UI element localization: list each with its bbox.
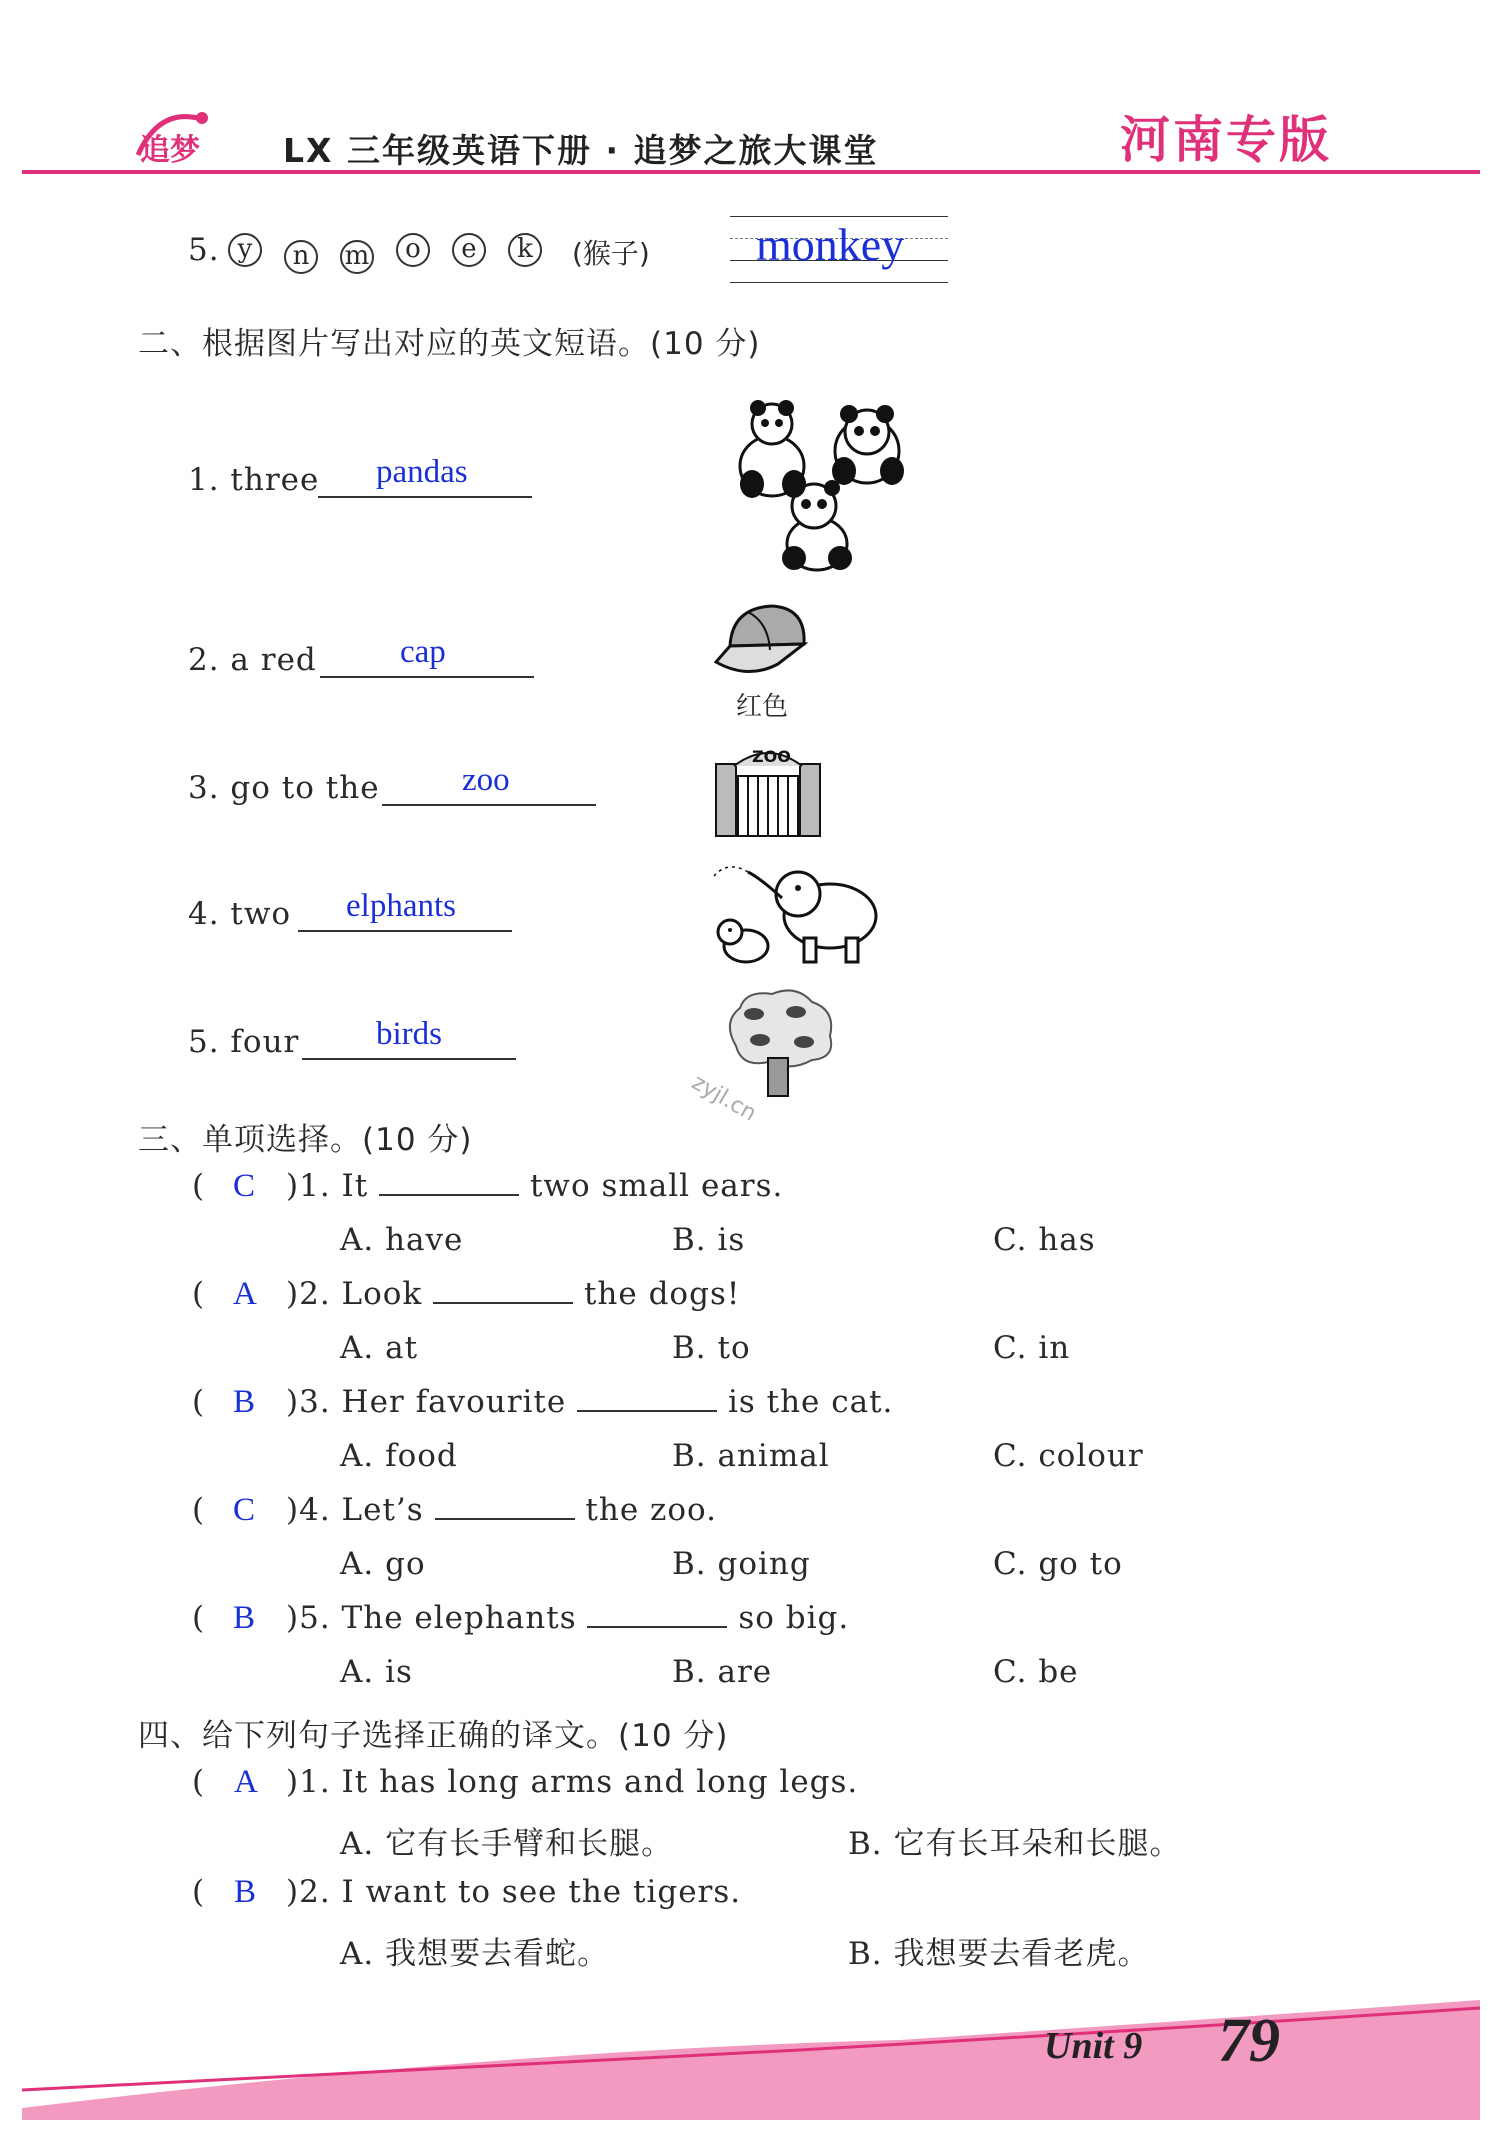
option-c: C. colour bbox=[993, 1438, 1144, 1474]
question-stem: )5. The elephants so big. bbox=[286, 1600, 850, 1636]
answer-monkey: monkey bbox=[756, 219, 905, 270]
question-stem: )2. Look the dogs! bbox=[286, 1276, 741, 1312]
phrase-prefix: 3. go to the bbox=[188, 770, 380, 806]
watermark: zyjl.cn bbox=[687, 1070, 761, 1127]
option-b: B. going bbox=[672, 1546, 811, 1582]
elephants-picture bbox=[708, 858, 884, 970]
hint-text: (猴子) bbox=[572, 237, 650, 270]
phrase-prefix: 4. two bbox=[188, 896, 292, 932]
option-b: B. animal bbox=[672, 1438, 830, 1474]
answer-text: elphants bbox=[346, 888, 456, 924]
page-number: 79 bbox=[1218, 2007, 1280, 2075]
stem-before: Look bbox=[341, 1276, 423, 1312]
option-a: A. 我想要去看蛇。 bbox=[340, 1936, 610, 1972]
choice-answer: C bbox=[233, 1168, 256, 1204]
stem-after: so big. bbox=[738, 1600, 850, 1636]
choice-answer: B bbox=[233, 1600, 256, 1636]
answer-bracket-left: ( bbox=[192, 1600, 205, 1636]
answer-bracket-left: ( bbox=[192, 1874, 205, 1910]
header-title: LX 三年级英语下册 · 追梦之旅大课堂 bbox=[283, 131, 879, 170]
pandas-picture bbox=[722, 396, 922, 578]
question-num: 2. bbox=[299, 1874, 331, 1910]
answer-text: birds bbox=[376, 1016, 442, 1052]
english-sentence: It has long arms and long legs. bbox=[341, 1764, 859, 1800]
option-a: A. food bbox=[340, 1438, 458, 1474]
question-num: 5. bbox=[299, 1600, 331, 1636]
svg-text:ZOO: ZOO bbox=[752, 747, 791, 766]
stem-before: It bbox=[341, 1168, 369, 1204]
choice-answer: B bbox=[234, 1874, 257, 1910]
letter-circle: e bbox=[452, 233, 486, 267]
answer-bracket-left: ( bbox=[192, 1168, 205, 1204]
option-b: B. 我想要去看老虎。 bbox=[848, 1936, 1150, 1972]
question-stem: )2. I want to see the tigers. bbox=[286, 1874, 742, 1910]
header bbox=[0, 90, 1500, 180]
phrase-prefix: 5. four bbox=[188, 1024, 300, 1060]
question-stem: )4. Let’s the zoo. bbox=[286, 1492, 718, 1528]
answer-text: cap bbox=[400, 634, 446, 670]
option-b: B. 它有长耳朵和长腿。 bbox=[848, 1826, 1182, 1862]
section3-title: 三、单项选择。(10 分) bbox=[138, 1122, 473, 1158]
fill-blank bbox=[577, 1384, 717, 1412]
fill-blank bbox=[587, 1600, 727, 1628]
header-rule bbox=[22, 170, 1480, 174]
section2-title: 二、根据图片写出对应的英文短语。(10 分) bbox=[138, 326, 761, 362]
phrase-prefix: 1. three bbox=[188, 462, 320, 498]
answer-bracket-left: ( bbox=[192, 1276, 205, 1312]
brand-logo bbox=[130, 100, 220, 175]
option-b: B. is bbox=[672, 1222, 746, 1258]
option-c: C. go to bbox=[993, 1546, 1123, 1582]
question-stem: )1. It two small ears. bbox=[286, 1168, 784, 1204]
answer-bracket-left: ( bbox=[192, 1384, 205, 1420]
question-stem: )3. Her favourite is the cat. bbox=[286, 1384, 894, 1420]
letter-circle: m bbox=[340, 240, 374, 274]
option-a: A. have bbox=[340, 1222, 464, 1258]
letter-circle: n bbox=[284, 240, 318, 274]
answer-bracket-left: ( bbox=[192, 1764, 205, 1800]
option-b: B. are bbox=[672, 1654, 773, 1690]
option-c: C. be bbox=[993, 1654, 1079, 1690]
choice-answer: A bbox=[233, 1276, 257, 1312]
option-a: A. is bbox=[340, 1654, 413, 1690]
stem-after: the dogs! bbox=[583, 1276, 741, 1312]
question-stem: )1. It has long arms and long legs. bbox=[286, 1764, 859, 1800]
question-num: 1. bbox=[299, 1764, 331, 1800]
english-sentence: I want to see the tigers. bbox=[341, 1874, 742, 1910]
stem-before: Her favourite bbox=[341, 1384, 567, 1420]
letter-circle: o bbox=[396, 233, 430, 267]
letter-circle: k bbox=[508, 233, 542, 267]
section4-title: 四、给下列句子选择正确的译文。(10 分) bbox=[138, 1718, 729, 1754]
answer-text: zoo bbox=[462, 762, 510, 798]
zoo-picture bbox=[708, 736, 828, 840]
fill-blank bbox=[433, 1276, 573, 1304]
option-b: B. to bbox=[672, 1330, 751, 1366]
fill-blank bbox=[379, 1168, 519, 1196]
cap-caption: 红色 bbox=[736, 692, 789, 722]
footer-unit: Unit 9 bbox=[1044, 2025, 1143, 2067]
cap-picture bbox=[708, 600, 810, 682]
option-a: A. 它有长手臂和长腿。 bbox=[340, 1826, 674, 1862]
question-num: 1. bbox=[299, 1168, 331, 1204]
stem-after: the zoo. bbox=[585, 1492, 718, 1528]
question-num: 3. bbox=[299, 1384, 331, 1420]
choice-answer: A bbox=[234, 1764, 258, 1800]
option-c: C. has bbox=[993, 1222, 1096, 1258]
choice-answer: B bbox=[233, 1384, 256, 1420]
option-a: A. at bbox=[340, 1330, 419, 1366]
answer-text: pandas bbox=[376, 454, 468, 490]
stem-after: two small ears. bbox=[529, 1168, 784, 1204]
option-c: C. in bbox=[993, 1330, 1071, 1366]
birds-picture bbox=[716, 986, 838, 1098]
answer-bracket-left: ( bbox=[192, 1492, 205, 1528]
stem-before: The elephants bbox=[341, 1600, 577, 1636]
fill-blank bbox=[435, 1492, 575, 1520]
stem-after: is the cat. bbox=[727, 1384, 894, 1420]
letter-circle: y bbox=[228, 233, 262, 267]
phrase-prefix: 2. a red bbox=[188, 642, 317, 678]
logo-text: 追梦 bbox=[140, 133, 200, 168]
option-a: A. go bbox=[340, 1546, 426, 1582]
question-num: 2. bbox=[299, 1276, 331, 1312]
letter-circles bbox=[228, 226, 564, 274]
question-num: 4. bbox=[299, 1492, 331, 1528]
question-num: 5. bbox=[188, 232, 220, 268]
choice-answer: C bbox=[233, 1492, 256, 1528]
stem-before: Let’s bbox=[341, 1492, 424, 1528]
edition-label: 河南专版 bbox=[1120, 111, 1332, 169]
